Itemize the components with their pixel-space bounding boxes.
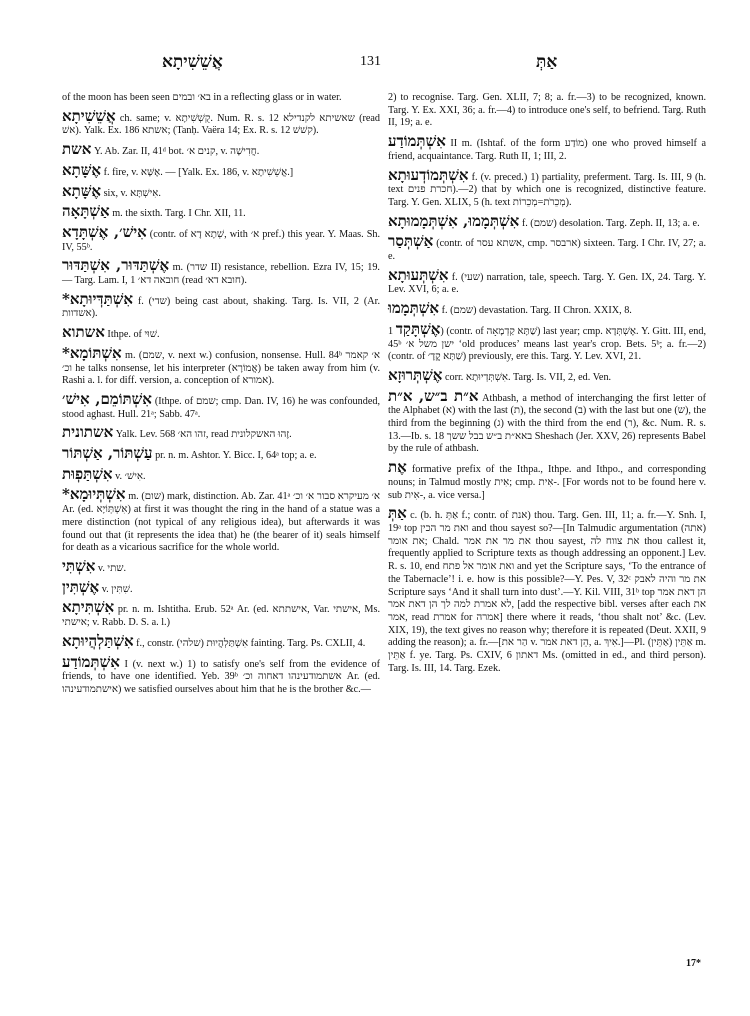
dictionary-entry	[62, 633, 380, 651]
entry-definition: six, v. אִישְׁתָּא.	[103, 187, 161, 199]
entry-headword: אשת	[62, 140, 92, 159]
dictionary-entry	[62, 324, 380, 342]
running-head-left: אֲשֵׁשִׁיתָא	[162, 52, 223, 72]
entry-headword: אִשְׁתַּלְהֲיוּתָא	[62, 631, 134, 650]
dictionary-entry	[62, 466, 380, 484]
dictionary-entry	[388, 92, 706, 130]
entry-headword: *אִשְׁתְּיוּמָא	[62, 485, 126, 504]
entry-definition: f. (שעי) narration, tale, speech. Targ. Y. Gen. IX, 24. Targ. Y. Lev. XVI, 6; a. e.	[388, 271, 706, 296]
entry-definition: m. (שום) mark, distinction. Ab. Zar. 41ᵃ א׳ מעיקרא סבור א׳ וכ׳ Ar. (ed. אִשְׁתְּוֹיָא) at first it was thought the ring in the hand of a statue was a mere distinction (not typical of any religious idea), but afterwards it was found out that (it represents the idea that) he (the bearer of it) seals himself for death as a vicarious sacrifice for the whole world.	[62, 491, 381, 554]
entry-definition: Yalk. Lev. 568 זהו הא׳, read זֶהוּ האשקלונית.	[115, 429, 292, 441]
entry-headword: אִשְׁתּוֹמֵם, אִישׁ׳	[62, 389, 152, 408]
dictionary-entry	[62, 92, 380, 105]
entry-headword: אִשְׁתְּמָמוּ	[388, 299, 440, 318]
dictionary-entry	[388, 267, 706, 297]
entry-definition: m. (שדר II) resistance, rebellion. Ezra IV, 15; 19. — Targ. Lam. I, 1 חובאה דא׳ (read חובא דא׳).	[62, 262, 380, 287]
entry-headword: *אִשְׁתּוֹמָא	[62, 343, 122, 362]
dictionary-entry	[388, 321, 706, 364]
entry-definition: f. (v. preced.) 1) partiality, preferment. Targ. Is. III, 9 (h. text חכרת פנים).—2) that by which one is recognized, distinctive feature. Targ. Y. Gen. XLIX, 5 (h. text מְכֵרֹת=מְכֵרוֹת).	[388, 171, 706, 208]
entry-headword: עַשְׁתּוֹר, אַשְׁתּוֹר	[62, 444, 153, 463]
entry-definition: ch. same; v. קֻשְׁשִׁיתָא. Num. R. s. 12 שאשיתא לקנדילא (read אשׁ). Yalk. Ex. 186 אשתא; (Tanḥ. Vaëra 14; Ex. R. s. 12 קשׁשׁ).	[62, 112, 380, 137]
entry-definition: Ithpe. of שׁוּי.	[107, 329, 160, 341]
entry-definition: v. שתי.	[97, 562, 127, 574]
dictionary-entry	[388, 505, 706, 675]
left-column	[62, 92, 380, 700]
entry-definition: f. (שמם) devastation. Targ. II Chron. XXIX, 8.	[441, 305, 632, 317]
entry-definition: Athbash, a method of interchanging the first letter of the Alphabet (א) with the last (ת), the second (ב) with the last but one (ש), the third from the beginning (ג) with the third from the end (ר), &c. Num. R. s. 13.—Ib. s. 18 באא״ת ב״ש בבל ששך Sheshach (Jer. XXV, 26) represents Babel by the rule of athbash.	[388, 392, 706, 455]
entry-headword: אִישׁ׳, אֶשְׁתָּדָא	[62, 222, 147, 241]
entry-headword: אִשְׁתִּיתָא	[62, 598, 115, 617]
dictionary-entry	[62, 203, 380, 221]
entry-definition: f. (שדי) being cast about, shaking. Targ. Is. VII, 2 (Ar. אשדוות).	[62, 295, 380, 320]
entry-definition: 1) (contr. of שַׁתָּא קַדְמָאָה) last year; cmp. אֶשְׁתְּדָא. Y. Gitt. III, end, 45ᵇ ישן משל א׳ ‘old produces’ means last year's crop. Bets. 5ᵇ; a. fr.—2) (contr. of שַׁתָּא קֳדָ׳) previously, ere this. Targ. Y. Lev. XVI, 21.	[388, 325, 707, 363]
entry-definition: 2) to recognise. Targ. Gen. XLII, 7; 8; a. fr.—3) to be recognized, known. Targ. Y. Ex. XXI, 36; a. fr.—4) to introduce one's self, to befriend. Targ. Ruth II, 19; a. e.	[388, 92, 706, 129]
entry-definition: II m. (Ishtaf. of the form מוֹדַע) one who proved himself a friend, acquaintance. Targ. Ruth II, 1; III, 2.	[388, 138, 707, 162]
dictionary-entry	[62, 141, 380, 159]
entry-headword: אִשְׁתְּמוֹדְעוּתָא	[388, 165, 469, 184]
entry-headword: אֶשְׁתְּרוּזָא	[388, 365, 443, 384]
entry-definition: c. (b. h. אַתְּ f.; contr. of אנת) thou. Targ. Gen. III, 11; a. fr.—Y. Snh. I, 19ᵃ top ואת מר הכין and thou sayest so?—[In Talmudic argumentation (אתה) את אומר; Chald. את מר את אמר thou sayest, את צווח לה thou callest it, frequently applied to Scripture texts as though addressing an opponent.] Lev. R. s. 10, end ואת אומר אל פתח and yet the Scripture says, ‘To the entrance of the Tabernacle’! i. e. how is this possible?—Y. Pes. V, 32ᶜ את מר והיה לאבק Scripture says ‘And it shall turn into dust’.—Y. Kil. VIII, 31ᵇ top הן דאת אמר לא אמרת למה לך הן דאת אמר, [add the respective bibl. verses after each את אמר, read אמרת for אמרה] there where it reads, ‘thou shalt not’ &c. (Lev. XIX, 19), the text gives no reason why; therefore it is repeated (Deut. XXII, 9 adding the reason); a. fr.—[הַר את v. הֵן דאת אמר, a. אִיךְ.]—Pl. (אַתֵּין) אַתֵּין m. אַתֵּין f. ye. Targ. Ps. CXIV, 6 דאתון Ms. (omitted in ed., and third person). Targ. Is. III, 14. Targ. Ezek.	[388, 510, 707, 674]
entry-headword: אֶשְׁתָּקַד	[395, 319, 441, 338]
dictionary-entry	[62, 558, 380, 576]
entry-definition: pr. n. m. Ishtitha. Erub. 52ᵃ Ar. (ed. אישתתא, Var. אישתי, Ms. אישתי; v. Rabb. D. S. a. l.)	[62, 604, 380, 629]
entry-definition: pr. n. m. Ashtor. Y. Bicc. I, 64ᵃ top; a. e.	[155, 450, 317, 462]
entry-headword: אַשְׁתָּאָה	[62, 202, 110, 221]
entry-definition: v. אִישׁ׳.	[115, 470, 146, 482]
entry-definition: f. fire, v. אֶשָּׁא. — [Yalk. Ex. 186, v. אֲשֵׁשִׁיתָא.]	[103, 166, 294, 178]
entry-headword: אַשְׁתְּסַר	[388, 232, 434, 251]
entry-headword: א״ת ב״ש, א״ת	[388, 386, 479, 405]
entry-definition: corr. אִשְׁתְּדְיוּתָא. Targ. Is. VII, 2, ed. Ven.	[444, 371, 612, 383]
running-head-right: אַתְּ	[536, 52, 558, 72]
entry-headword: אשתוא	[62, 323, 105, 342]
dictionary-entry	[62, 424, 380, 442]
entry-headword: אִשְׁתְּמָמוּ, אִשְׁתְּמָמוּתָא	[388, 211, 520, 230]
dictionary-entry	[388, 300, 706, 318]
dictionary-entry	[62, 654, 380, 697]
dictionary-entry	[62, 599, 380, 629]
entry-headword: אִשְׁתְּמוֹדַע	[62, 652, 120, 671]
entry-definition: (Ithpe. of שמם; cmp. Dan. IV, 16) he was confounded, stood aghast. Hull. 21ᵃ; Sabb. 47ᵃ.	[62, 395, 380, 420]
entry-definition: Y. Ab. Zar. II, 41ᵈ bot. קנים א׳, v. חֲדִישָׁה.	[93, 146, 260, 158]
entry-headword: אֶשָּׁתָא	[62, 160, 102, 179]
dictionary-entry	[62, 445, 380, 463]
dictionary-entry	[62, 162, 380, 180]
right-column	[388, 92, 706, 678]
page-number: 131	[360, 54, 381, 69]
dictionary-entry	[388, 388, 706, 457]
dictionary-entry	[388, 167, 706, 210]
dictionary-entry	[62, 345, 380, 388]
entry-headword: *אִשְׁתַּדְּיוּתָא	[62, 289, 134, 308]
dictionary-entry	[62, 224, 380, 254]
dictionary-entry	[62, 486, 380, 555]
entry-definition: (contr. of אשתא עסר, cmp. ארבסר) sixteen. Targ. I Chr. IV, 27; a. e.	[388, 238, 706, 263]
entry-headword: אשתונית	[62, 423, 114, 442]
entry-headword: אַתְּ	[388, 504, 407, 523]
dictionary-entry	[388, 213, 706, 231]
entry-definition: m. the sixth. Targ. I Chr. XII, 11.	[112, 208, 246, 220]
dictionary-entry	[62, 579, 380, 597]
dictionary-entry	[388, 367, 706, 385]
dictionary-entry	[388, 233, 706, 263]
dictionary-entry	[62, 183, 380, 201]
entry-headword: אֶשְׁתִּין	[62, 577, 100, 596]
entry-definition: (contr. of שְׁתָא דָא, with א׳ pref.) this year. Y. Maas. Sh. IV, 55ᵇ.	[62, 228, 380, 253]
entry-headword: אֲשֵׁשִׁיתָא	[62, 106, 116, 125]
entry-headword: אֶשְׁתַּדּוּר, אִשְׁתַּדּוּר	[62, 256, 170, 275]
entry-definition: I (v. next w.) 1) to satisfy one's self from the evidence of friends, to have one identified. Yeb. 39ᵇ אשתמודעינהו דאחוה וכ׳ Ar. (ed. אישתמודעינהו) we satisfied ourselves about him that he is the brother &c.—	[62, 658, 381, 695]
entry-headword: אֶת	[388, 458, 407, 477]
entry-headword: אִשְׁתְּעוּתָא	[388, 265, 449, 284]
dictionary-entry	[62, 257, 380, 287]
entry-definition: formative prefix of the Ithpa., Ithpe. and Ithpo., and corresponding nouns; in Talmud mostly אִית; cmp. אִית-. [For words not to be found here v. sub אִית-, a. vice versa.]	[388, 464, 707, 501]
entry-definition: m. (שמם, v. next w.) confusion, nonsense. Hull. 84ᵇ א׳ קאמר וכ׳ he talks nonsense, let his interpreter (אֲמוֹרָא) be taken away from him (v. Rashi a. l. for diff. version, a. conception of אמורא).	[62, 349, 381, 387]
entry-headword: אִשְׁתְּמוֹדַע	[388, 132, 446, 151]
dictionary-entry	[62, 291, 380, 321]
dictionary-entry	[388, 459, 706, 502]
entry-definition: v. שִׁתִּין.	[101, 583, 133, 595]
entry-headword: אִשְׁתַּפְוּת	[62, 464, 113, 483]
dictionary-entry	[388, 133, 706, 163]
dictionary-entry	[62, 108, 380, 138]
entry-definition: f., constr. אִשְׁתַּלְהֲיוּת (שלהי) fainting. Targ. Ps. CXLII, 4.	[136, 637, 366, 649]
entry-definition: of the moon has been seen בא׳ ובמים in a reflecting glass or in water.	[62, 92, 342, 103]
page-header	[0, 48, 750, 78]
entry-headword: אִשְׁתִּי	[62, 556, 96, 575]
dictionary-entry	[62, 391, 380, 421]
signature-mark: 17*	[686, 958, 701, 969]
entry-definition: f. (שמם) desolation. Targ. Zeph. II, 13; a. e.	[521, 217, 700, 229]
entry-headword: אֶשָּׁתָא	[62, 181, 102, 200]
